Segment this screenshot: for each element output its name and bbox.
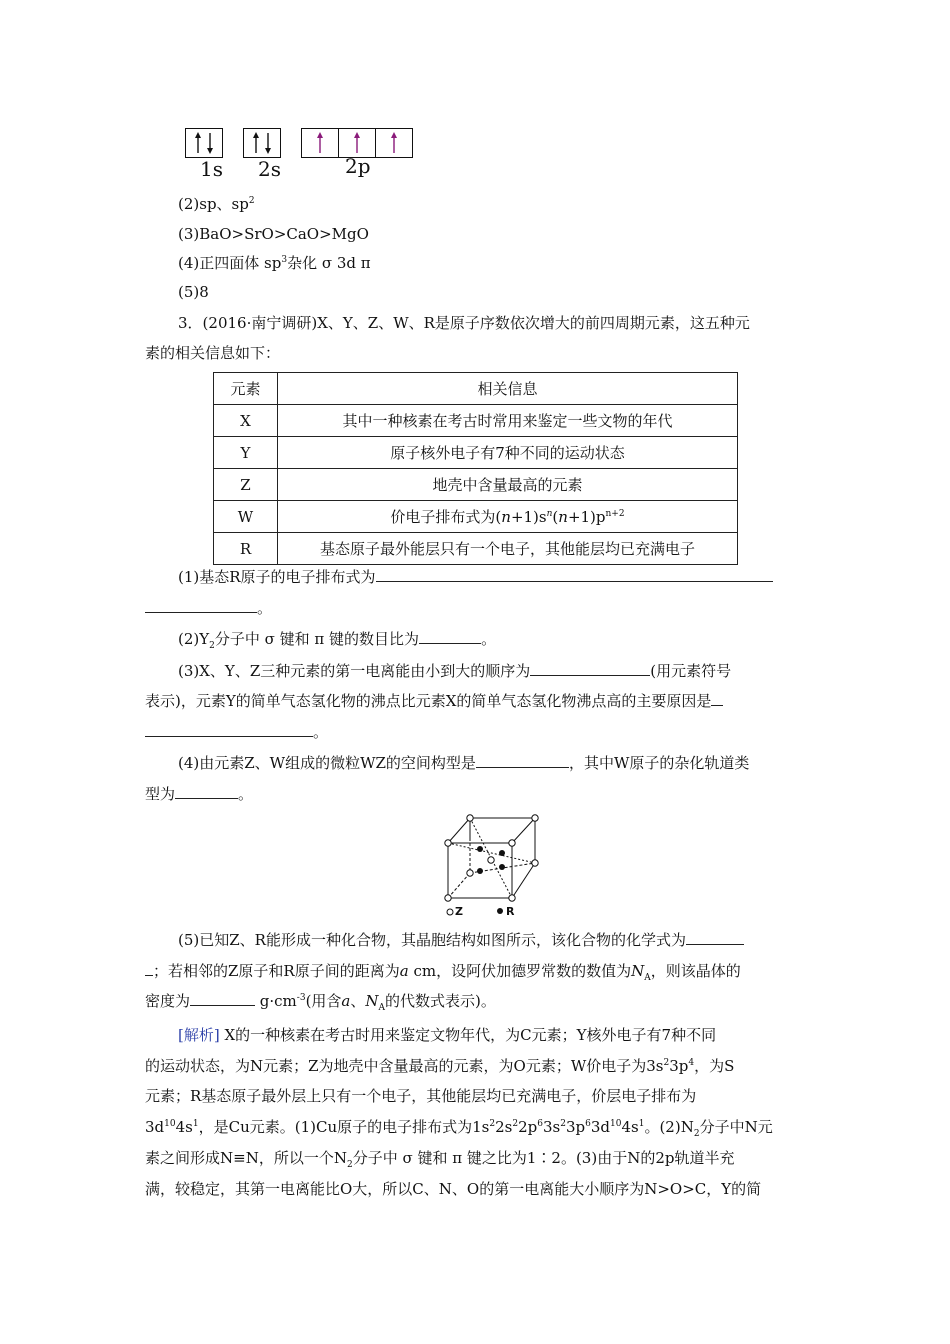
r-atom <box>499 850 505 856</box>
answer-4: (4)正四面体 $sp^3$杂化 σ 3d π <box>178 254 371 272</box>
legend-z-icon <box>447 909 453 915</box>
subquestion-4-cont: 型为 。 <box>145 785 254 803</box>
element-info-table <box>213 372 738 565</box>
analysis-tag: [解析] <box>178 1026 220 1044</box>
legend-z-label: Z <box>455 905 463 918</box>
table-cell-info: 地壳中含量最高的元素 <box>278 469 738 501</box>
up-down-arrows-icon <box>244 129 280 157</box>
orbital-cell <box>339 129 376 157</box>
subquestion-1: (1)基态R原子的电子排布式为 <box>178 567 773 587</box>
subquestion-2: $(2)Y_2$分子中 σ 键和 π 键的数目比为 。 <box>178 630 497 651</box>
z-atom <box>488 857 494 863</box>
subquestion-3: (3)X、Y、Z三种元素的第一电离能由小到大的顺序为 (用元素符号 <box>178 662 732 680</box>
table-cell-info: 基态原子最外能层只有一个电子，其他能层均已充满电子 <box>278 533 738 565</box>
subquestion-4: (4)由元素Z、W组成的微粒WZ的空间构型是 ，其中W原子的杂化轨道类 <box>178 754 750 772</box>
z-atom <box>445 840 451 846</box>
analysis-line-1: [解析] X的一种核素在考古时用来鉴定文物年代，为C元素；Y核外电子有7种不同 <box>178 1026 717 1044</box>
orbital-label-2p: 2p <box>345 154 371 178</box>
subquestion-5: (5)已知Z、R能形成一种化合物，其晶胞结构如图所示，该化合物的化学式为 <box>178 930 744 950</box>
z-atom <box>509 895 515 901</box>
table-row <box>214 501 738 533</box>
table-cell-element: R <box>214 533 278 565</box>
analysis-line-4: $3d^{10}4s^1$，是Cu元素。(1)Cu原子的电子排布式为$1s^22s^22p^63s^23p^63d^{10}4s^1$。$(2)N_2$分子中N元 <box>145 1118 773 1139</box>
orbital-cell <box>302 129 339 157</box>
table-cell-info: 价电子排布式为$(n+1)s^n(n+1)p^{n+2}$ <box>278 501 738 533</box>
answer-2: (2)sp、$sp^2$ <box>178 195 255 213</box>
z-atom <box>445 895 451 901</box>
z-atom <box>467 870 473 876</box>
up-arrow-icon <box>302 129 338 157</box>
subquestion-3-cont: 表示)，元素Y的简单气态氢化物的沸点比元素X的简单气态氢化物沸点高的主要原因是 <box>145 691 723 711</box>
analysis-line-2: 的运动状态，为N元素；Z为地壳中含量最高的元素，为O元素；W价电子为$3s^23p^4$，为S <box>145 1057 735 1075</box>
orbital-box-1s <box>185 128 223 158</box>
table-cell-element: Z <box>214 469 278 501</box>
orbital-cell <box>376 129 412 157</box>
z-atom <box>532 815 538 821</box>
r-atom <box>477 868 483 874</box>
analysis-line-5: 素之间形成N≡N，所以一个$N_2$分子中 σ 键和 π 键之比为1∶2。(3)由于N的2p轨道半充 <box>145 1149 735 1170</box>
up-arrow-icon <box>339 129 375 157</box>
table-row <box>214 405 738 437</box>
up-arrow-icon <box>376 129 412 157</box>
answer-3: (3)BaO>SrO>CaO>MgO <box>178 225 369 243</box>
table-header-element: 元素 <box>214 373 278 405</box>
table-cell-info: 其中一种核素在考古时常用来鉴定一些文物的年代 <box>278 405 738 437</box>
z-atom <box>532 860 538 866</box>
r-atom <box>477 846 483 852</box>
orbital-cell <box>186 129 222 157</box>
z-atom <box>509 840 515 846</box>
z-atom <box>467 815 473 821</box>
subquestion-3-cont-2: 。 <box>145 722 328 742</box>
question-intro-line-2: 素的相关信息如下： <box>145 344 281 362</box>
table-cell-element: W <box>214 501 278 533</box>
up-down-arrows-icon <box>186 129 222 157</box>
subquestion-5-cont-2: 密度为 $g\cdot cm^{-3}$(用含a、$N_A$的代数式表示)。 <box>145 992 496 1013</box>
table-cell-element: X <box>214 405 278 437</box>
legend-r-icon <box>497 908 503 914</box>
table-row <box>214 533 738 565</box>
question-intro-line-1: 3．(2016·南宁调研)X、Y、Z、W、R是原子序数依次增大的前四周期元素，这五种元 <box>178 314 750 332</box>
table-cell-info: 原子核外电子有7种不同的运动状态 <box>278 437 738 469</box>
orbital-label-1s: 1s <box>200 157 223 181</box>
subquestion-5-cont: ；若相邻的Z原子和R原子间的距离为a cm，设阿伏加德罗常数的数值为$N_A$，则该晶体的 <box>145 961 741 981</box>
orbital-cell <box>244 129 280 157</box>
table-row <box>214 469 738 501</box>
orbital-box-2s <box>243 128 281 158</box>
orbital-label-2s: 2s <box>258 157 281 181</box>
answer-5: (5)8 <box>178 283 209 301</box>
table-row <box>214 437 738 469</box>
analysis-line-3: 元素；R基态原子最外层上只有一个电子，其他能层均已充满电子，价层电子排布为 <box>145 1087 697 1105</box>
table-header-row <box>214 373 738 405</box>
analysis-line-6: 满，较稳定，其第一电离能比O大，所以C、N、O的第一电离能大小顺序为N>O>C，Y的简 <box>145 1180 762 1198</box>
table-header-info: 相关信息 <box>278 373 738 405</box>
r-atom <box>499 864 505 870</box>
subquestion-1-cont: 。 <box>145 598 272 618</box>
table-cell-element: Y <box>214 437 278 469</box>
legend-r-label: R <box>506 905 515 918</box>
